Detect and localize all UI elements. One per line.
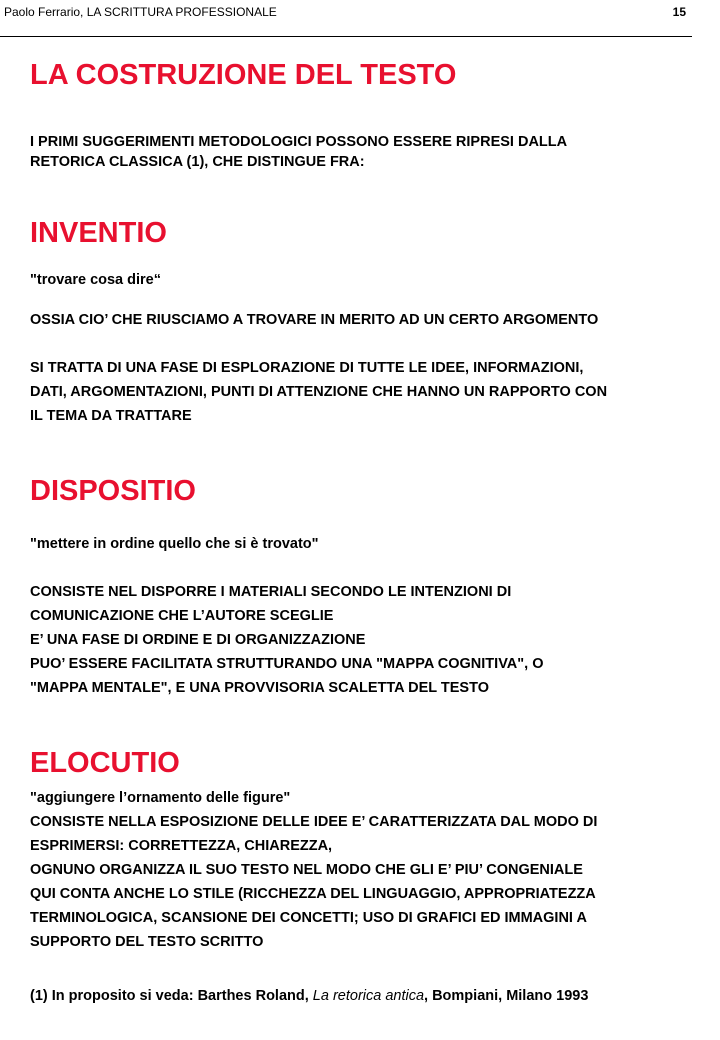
text-line: CONSISTE NELLA ESPOSIZIONE DELLE IDEE E’ CARATTERIZZATA DAL MODO DI <box>30 814 598 830</box>
text-line: DATI, ARGOMENTAZIONI, PUNTI DI ATTENZIONE CHE HANNO UN RAPPORTO CON <box>30 384 608 400</box>
footnote-book-title: La retorica antica <box>312 988 425 1004</box>
text-line: PUO’ ESSERE FACILITATA STRUTTURANDO UNA "MAPPA COGNITIVA", O <box>30 656 544 672</box>
elocutio-definition: "aggiungere l’ornamento delle figure" <box>30 790 291 806</box>
text-line: CONSISTE NEL DISPORRE I MATERIALI SECONDO LE INTENZIONI DI <box>30 584 512 600</box>
section-heading-dispositio: DISPOSITIO <box>30 475 196 507</box>
text-line: "MAPPA MENTALE", E UNA PROVVISORIA SCALETTA DEL TESTO <box>30 680 489 696</box>
elocutio-body <box>30 786 597 954</box>
inventio-definition: "trovare cosa dire“ <box>30 272 161 288</box>
header-title: Paolo Ferrario, LA SCRITTURA PROFESSIONALE <box>4 5 277 19</box>
text-line: SI TRATTA DI UNA FASE DI ESPLORAZIONE DI TUTTE LE IDEE, INFORMAZIONI, <box>30 360 584 376</box>
text-line: TERMINOLOGICA, SCANSIONE DEI CONCETTI; USO DI GRAFICI ED IMMAGINI A <box>30 910 587 926</box>
text-line: ESPRIMERSI: CORRETTEZZA, CHIAREZZA, <box>30 838 333 854</box>
intro-paragraph <box>30 132 567 172</box>
footnote-prefix: (1) In proposito si veda: Barthes Roland, <box>30 988 313 1004</box>
intro-line: RETORICA CLASSICA (1), CHE DISTINGUE FRA: <box>30 154 365 170</box>
page-header <box>0 0 692 37</box>
intro-line: I PRIMI SUGGERIMENTI METODOLOGICI POSSONO ESSERE RIPRESI DALLA <box>30 134 568 150</box>
text-line: COMUNICAZIONE CHE L’AUTORE SCEGLIE <box>30 608 334 624</box>
text-line: QUI CONTA ANCHE LO STILE (RICCHEZZA DEL LINGUAGGIO, APPROPRIATEZZA <box>30 886 596 902</box>
text-line: E’ UNA FASE DI ORDINE E DI ORGANIZZAZIONE <box>30 632 366 648</box>
footnote <box>30 984 588 1008</box>
inventio-body-2 <box>30 356 607 428</box>
dispositio-definition: "mettere in ordine quello che si è trovato" <box>30 536 319 552</box>
section-heading-elocutio: ELOCUTIO <box>30 747 180 779</box>
text-line: IL TEMA DA TRATTARE <box>30 408 192 424</box>
text-line: OGNUNO ORGANIZZA IL SUO TESTO NEL MODO CHE GLI E’ PIU’ CONGENIALE <box>30 862 583 878</box>
page-number: 15 <box>672 5 686 19</box>
footnote-suffix: , Bompiani, Milano 1993 <box>424 988 589 1004</box>
section-heading-inventio: INVENTIO <box>30 217 167 249</box>
dispositio-body <box>30 580 543 700</box>
page-title: LA COSTRUZIONE DEL TESTO <box>30 59 457 91</box>
inventio-body-1: OSSIA CIO’ CHE RIUSCIAMO A TROVARE IN MERITO AD UN CERTO ARGOMENTO <box>30 312 599 328</box>
text-line: SUPPORTO DEL TESTO SCRITTO <box>30 934 264 950</box>
